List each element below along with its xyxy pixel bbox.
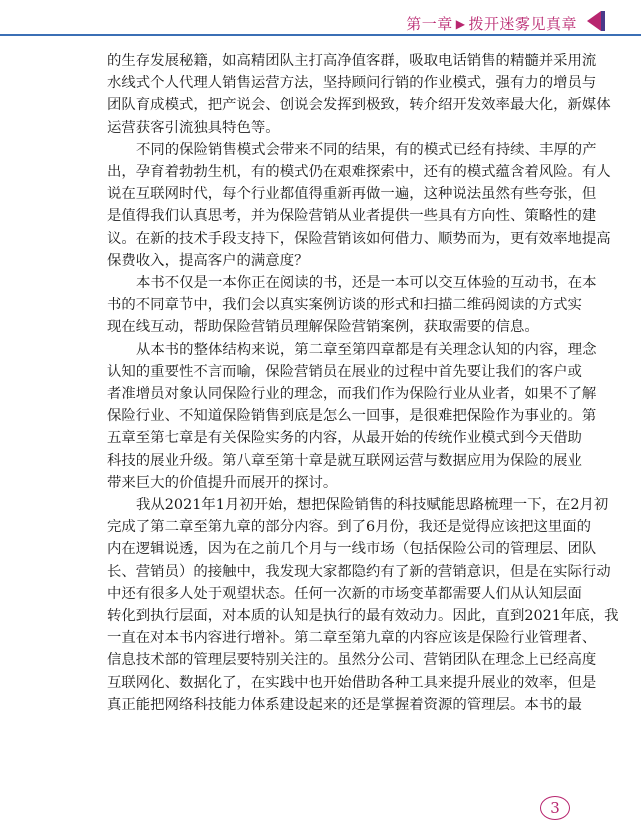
text-line: 议。在新的技术手段支持下，保险营销该如何借力、顺势而为，更有效率地提高 bbox=[107, 230, 611, 247]
text-line: 中还有很多人处于观望状态。任何一次新的市场变革都需要人们从认知层面 bbox=[107, 585, 582, 602]
chapter-title: 拨开迷雾见真章 bbox=[468, 15, 577, 33]
text-line: 带来巨大的价值提升而展开的探讨。 bbox=[107, 474, 338, 491]
page-number bbox=[540, 796, 570, 820]
text-line: 本书不仅是一本你正在阅读的书，还是一本可以交互体验的互动书，在本 bbox=[136, 275, 597, 292]
text-line: 的生存发展秘籍，如高精团队主打高净值客群，吸取电话销售的精髓并采用流 bbox=[107, 53, 597, 69]
text-line: 长、营销员）的接触中，我发现大家都隐约有了新的营销意识，但是在实际行动 bbox=[107, 563, 611, 580]
text-line: 保费收入，提高客户的满意度？ bbox=[107, 252, 309, 269]
text-line: 认知的重要性不言而喻，保险营销员在展业的过程中首先要让我们的客户或 bbox=[107, 363, 582, 380]
bar-decoration-icon bbox=[601, 11, 605, 31]
text-line: 从本书的整体结构来说，第二章至第四章都是有关理念认知的内容，理念 bbox=[136, 341, 597, 358]
chapter-label: 第一章 bbox=[406, 15, 453, 33]
text-line: 互联网化、数据化了，在实践中也开始借助各种工具来提升展业的效率，但是 bbox=[107, 674, 597, 691]
text-line: 说在互联网时代，每个行业都值得重新再做一遍，这种说法虽然有些夸张，但 bbox=[107, 186, 597, 203]
text-line: 是值得我们认真思考，并为保险营销从业者提供一些具有方向性、策略性的建 bbox=[107, 208, 597, 225]
header-title bbox=[406, 13, 577, 34]
text-line: 保险行业、不知道保险销售到底是怎么一回事，是很难把保险作为事业的。第 bbox=[107, 408, 597, 425]
text-line: 五章至第七章是有关保险实务的内容，从最开始的传统作业模式到今天借助 bbox=[107, 430, 582, 447]
text-line: 出，孕育着勃勃生机，有的模式仍在艰难探索中，还有的模式蕴含着风险。有人 bbox=[107, 164, 611, 181]
body-text bbox=[107, 50, 619, 716]
text-line: 我从2021年1月初开始，想把保险销售的科技赋能思路梳理一下，在2月初 bbox=[136, 497, 609, 514]
text-line: 水线式个人代理人销售运营方法，坚持顾问行销的作业模式，强有力的增员与 bbox=[107, 75, 597, 92]
page-number-text: 3 bbox=[550, 799, 560, 817]
text-line: 团队育成模式，把产说会、创说会发挥到极致，转介绍开发效率最大化，新媒体 bbox=[107, 97, 611, 114]
text-line: 转化到执行层面，对本质的认知是执行的最有效动力。因此，直到2021年底，我 bbox=[107, 608, 619, 625]
text-line: 真正能把网络科技能力体系建设起来的还是掌握着资源的管理层。本书的最 bbox=[107, 696, 582, 713]
text-line: 内在逻辑说透，因为在之前几个月与一线市场（包括保险公司的管理层、团队 bbox=[107, 541, 597, 558]
text-line: 一直在对本书内容进行增补。第二章至第九章的内容应该是保险行业管理者、 bbox=[107, 630, 597, 647]
text-line: 运营获客引流独具特色等。 bbox=[107, 119, 280, 136]
text-line: 现在线互动，帮助保险营销员理解保险营销案例，获取需要的信息。 bbox=[107, 319, 539, 336]
text-line: 书的不同章节中，我们会以真实案例访谈的形式和扫描二维码阅读的方式实 bbox=[107, 297, 582, 314]
paragraph bbox=[107, 50, 619, 716]
text-line: 不同的保险销售模式会带来不同的结果，有的模式已经有持续、丰厚的产 bbox=[136, 141, 597, 158]
triangle-decoration-icon bbox=[587, 11, 601, 31]
text-line: 信息技术部的管理层要特别关注的。虽然分公司、营销团队在理念上已经高度 bbox=[107, 652, 597, 669]
text-line: 完成了第二章至第九章的部分内容。到了6月份，我还是觉得应该把这里面的 bbox=[107, 519, 592, 536]
text-line: 科技的展业升级。第八章至第十章是就互联网运营与数据应用为保险的展业 bbox=[107, 452, 582, 469]
play-arrow-icon: ▶ bbox=[455, 16, 466, 31]
text-line: 者准增员对象认同保险行业的理念，而我们作为保险行业从业者，如果不了解 bbox=[107, 386, 597, 403]
running-header bbox=[0, 0, 641, 40]
header-rule bbox=[0, 34, 641, 36]
